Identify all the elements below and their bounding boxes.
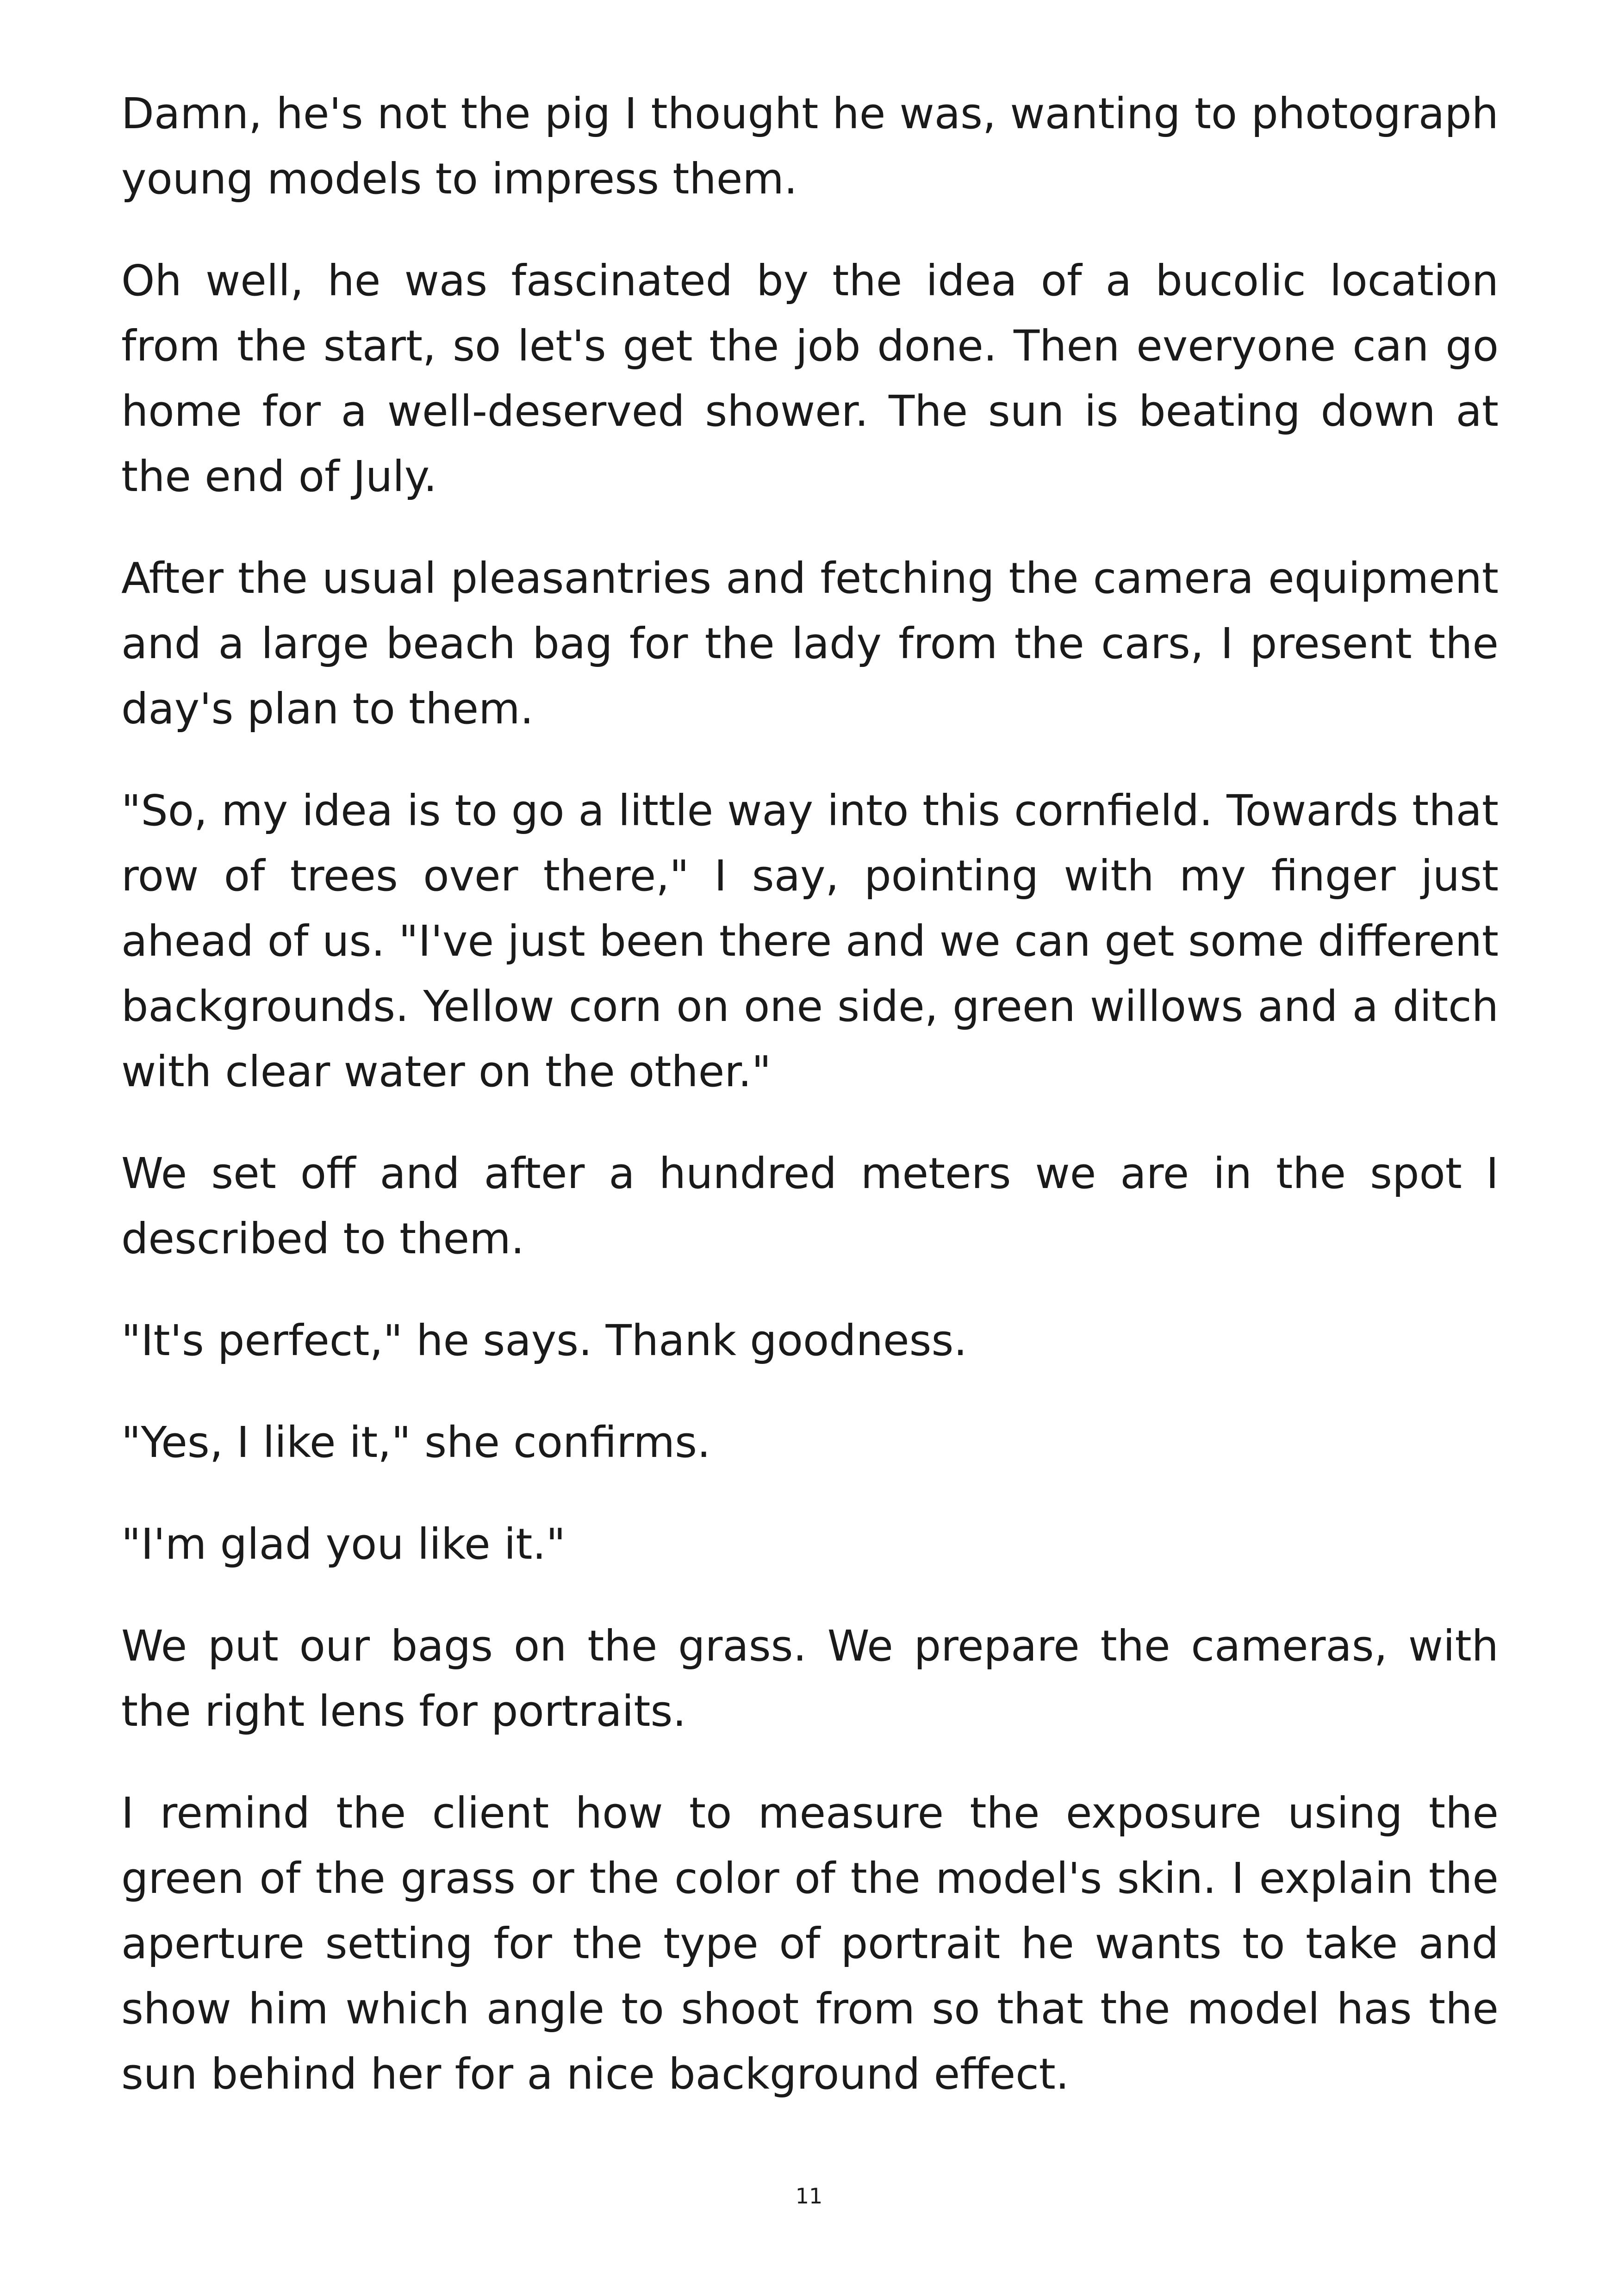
paragraph-10: I remind the client how to measure the exposure using the green of the grass or the color of the model's skin. I explain the aperture setting for the type of portrait he wants to take and show him which angle to shoot from so that the model has the sun behind her for a nice background effect. xyxy=(121,1788,1499,2099)
page-number: 11 xyxy=(795,2184,823,2209)
paragraph-9: We put our bags on the grass. We prepare the cameras, with the right lens for portraits. xyxy=(121,1621,1499,1736)
paragraph-6: "It's perfect," he says. Thank goodness. xyxy=(121,1316,967,1365)
paragraph-3: After the usual pleasantries and fetching the camera equipment and a large beach bag for the lady from the cars, I present the day's plan to them. xyxy=(121,554,1499,734)
paragraph-8: "I'm glad you like it." xyxy=(121,1519,566,1569)
paragraph-7: "Yes, I like it," she confirms. xyxy=(121,1418,711,1467)
paragraph-5: We set off and after a hundred meters we are in the spot I described to them. xyxy=(121,1149,1499,1263)
body-text xyxy=(121,81,1499,2143)
paragraph-2: Oh well, he was fascinated by the idea of a bucolic location from the start, so let's get the job done. Then everyone can go home for a well-deserved shower. The sun is beating down at the end of July. xyxy=(121,256,1499,501)
paragraph-4: "So, my idea is to go a little way into this cornfield. Towards that row of trees over there," I say, pointing with my finger just ahead of us. "I've just been there and we can get some different backgrounds. Yellow corn on one side, green willows and a ditch with clear water on the other." xyxy=(121,786,1499,1096)
paragraph-1: Damn, he's not the pig I thought he was, wanting to photograph young models to impress them. xyxy=(121,89,1499,204)
